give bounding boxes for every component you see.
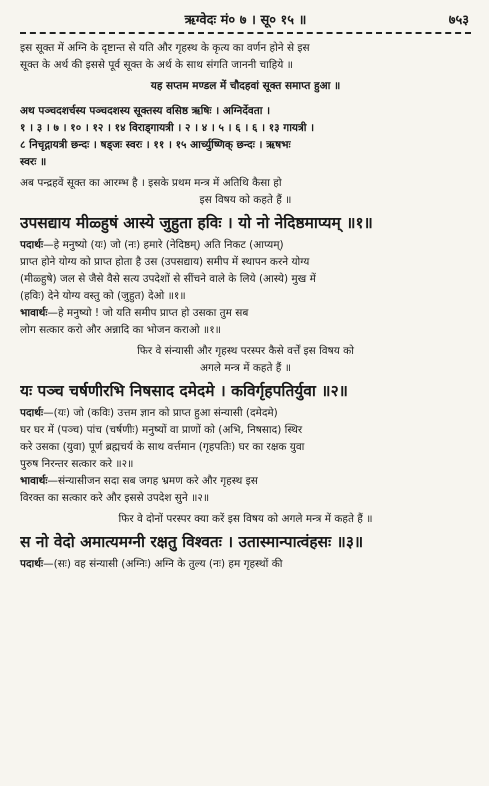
sukta-intro-line-1: अब पन्द्रहवें सूक्त का आरम्भ है । इसके प्रथम मन्त्र में अतिथि कैसा हो	[20, 177, 282, 189]
rishi-line-1: अथ पञ्चदशर्चस्य पञ्चदशस्य सूक्तस्य वसिष्ठ ऋषिः । अग्निर्देवता ।	[20, 105, 271, 117]
padartha-label: पदार्थः	[20, 558, 44, 570]
padartha-label: पदार्थः	[20, 407, 44, 419]
intro3: फिर वे दोनों परस्पर क्या करें इस विषय को अगले मन्त्र में कहते हैं ॥	[118, 513, 373, 525]
bhavartha-2: भावार्थः—संन्यासीजन सदा सब जगह भ्रमण करे और गृहस्थ इस	[20, 475, 258, 487]
header-rule	[20, 32, 471, 34]
rishi-line-2: १ । ३ । ७ । १० । १२ । १४ विराड्गायत्री । २ । ४ । ५ । ६ । ६ । १३ गायत्री ।	[20, 122, 315, 134]
padartha-3: पदार्थः—(सः) वह संन्यासी (अग्निः) अग्नि के तुल्य (नः) हम गृहस्थों की	[20, 558, 283, 570]
padartha-2: पदार्थः—(यः) जो (कविः) उत्तम ज्ञान को प्राप्त हुआ संन्यासी (दमेदमे)	[20, 407, 278, 419]
page-header	[20, 8, 471, 28]
bhavartha-label: भावार्थः	[20, 475, 48, 487]
padartha-2-line-4: पुरुष निरन्तर सत्कार करे ॥२॥	[20, 458, 134, 470]
rishi-line-4: स्वरः ॥	[20, 156, 47, 168]
running-title: ऋग्वेदः मं० ७ । सू० १५ ॥	[184, 13, 307, 28]
padartha-1-line-4: (हविः) देने योग्य वस्तु को (जुहुत) देओ ॥१॥	[20, 290, 186, 302]
page-number: ७५३	[448, 13, 469, 28]
mantra-1: उपसद्याय मीळ्हुषं आस्ये जुहुता हविः । यो नो नेदिष्ठमाप्यम् ॥१॥	[20, 214, 373, 232]
bhavartha-1: भावार्थः—हे मनुष्यो ! जो यति समीप प्राप्त हो उसका तुम सब	[20, 307, 249, 319]
padartha-1-line-3: (मीळ्हुषे) जल से जैसे वैसे सत्य उपदेशों से सींचने वाले के लिये (आस्ये) मुख में	[20, 273, 316, 285]
closing-note: यह सप्तम मण्डल में चौदहवां सूक्त समाप्त हुआ ॥	[150, 80, 341, 92]
padartha-label: पदार्थः	[20, 239, 44, 251]
padartha-1: पदार्थः—हे मनुष्यो (यः) जो (नः) हमारे (नेदिष्ठम्) अति निकट (आप्यम्)	[20, 239, 284, 251]
padartha-2-line-2: घर घर में (पञ्च) पांच (चर्षणीः) मनुष्यों वा प्राणों को (अभि, निषसाद) स्थिर	[20, 424, 303, 436]
mantra-3: स नो वेदो अमात्यमग्नी रक्षतु विश्वतः । उतास्मान्पात्वंहसः ॥३॥	[20, 533, 364, 551]
bhavartha-label: भावार्थः	[20, 307, 48, 319]
intro2-line-1: फिर वे संन्यासी और गृहस्थ परस्पर कैसे वर्त्तें इस विषय को	[137, 345, 354, 357]
padartha-2-line-3: करे उसका (युवा) पूर्ण ब्रह्मचर्य के साथ वर्त्तमान (गृहपतिः) घर का रक्षक युवा	[20, 441, 305, 453]
intro2-line-2: अगले मन्त्र में कहते हैं ॥	[200, 362, 291, 374]
sukta-intro-line-2: इस विषय को कहते हैं ॥	[199, 194, 292, 206]
bhavartha-2-line-2: विरक्त का सत्कार करे और इससे उपदेश सुने ॥२॥	[20, 492, 210, 504]
padartha-1-line-2: प्राप्त होने योग्य को प्राप्त होता है उस (उपसद्याय) समीप में स्थापन करने योग्य	[20, 256, 310, 268]
mantra-2: यः पञ्च चर्षणीरभि निषसाद दमेदमे । कविर्गृहपतिर्युवा ॥२॥	[20, 382, 348, 400]
rishi-line-3: ८ निचृद्गायत्री छन्दः । षड्जः स्वरः । ११ । १५ आर्च्युष्णिक् छन्दः । ऋषभः	[20, 139, 291, 151]
bhavartha-1-line-2: लोग सत्कार करो और अन्नादि का भोजन कराओ ॥१॥	[20, 324, 221, 336]
intro-line-2: सूक्त के अर्थ की इससे पूर्व सूक्त के अर्थ के साथ संगति जाननी चाहिये ॥	[20, 59, 293, 71]
intro-line-1: इस सूक्त में अग्नि के दृष्टान्त से यति और गृहस्थ के कृत्य का वर्णन होने से इस	[20, 42, 310, 54]
